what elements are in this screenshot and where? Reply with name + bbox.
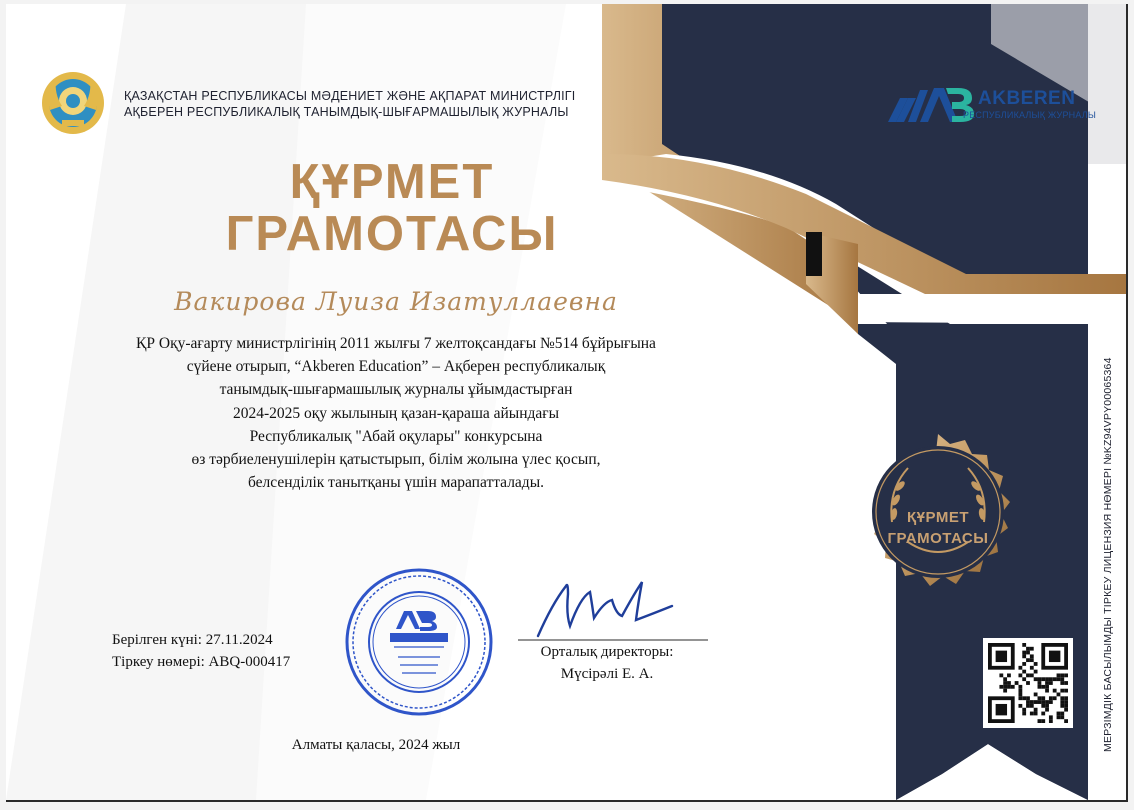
director-title: Орталық директоры: bbox=[540, 644, 674, 660]
award-text-line: сүйене отырып, “Akberen Education” – Ақберен республикалық bbox=[186, 358, 606, 376]
seal-text-line1: ҚҰРМЕТ bbox=[907, 509, 969, 526]
registration-number: Тіркеу нөмері: ABQ-000417 bbox=[112, 654, 291, 670]
recipient-name: Вакирова Луиза Изатуллаевна bbox=[174, 287, 618, 316]
award-text-line: 2024-2025 оқу жылының қазан-қараша айындағы bbox=[232, 404, 560, 422]
issue-date: Берілген күні: 27.11.2024 bbox=[112, 632, 273, 648]
certificate-sheet bbox=[6, 4, 1128, 802]
award-text-line: Республикалық "Абай оқулары" конкурсына bbox=[249, 427, 543, 445]
logo-name: AKBEREN bbox=[978, 88, 1076, 109]
ministry-header-line2: АҚБЕРЕН РЕСПУБЛИКАЛЫҚ ТАНЫМДЫҚ-ШЫҒАРМАШЫЛЫҚ ЖУРНАЛЫ bbox=[124, 105, 569, 119]
award-text-line: ҚР Оқу-ағарту министрлігінің 2011 жылғы 7 желтоқсандағы №514 бұйрығына bbox=[136, 335, 656, 352]
city-year: Алматы қаласы, 2024 жыл bbox=[291, 737, 461, 753]
kazakhstan-state-emblem-icon bbox=[40, 70, 106, 136]
license-number-vertical: МЕРЗІМДІК БАСЫЛЫМДЫ ТІРКЕУ ЛИЦЕНЗИЯ НӨМЕРІ №KZ94VPY00065364 bbox=[1102, 357, 1114, 752]
director-signature bbox=[512, 574, 712, 652]
ministry-header-line1: ҚАЗАҚСТАН РЕСПУБЛИКАСЫ МӘДЕНИЕТ ЖӘНЕ АҚПАРАТ МИНИСТРЛІГІ bbox=[124, 89, 576, 103]
ministry-header bbox=[124, 88, 575, 120]
certificate-title-line2: ГРАМОТАСЫ bbox=[225, 207, 559, 261]
director-name: Мүсірәлі Е. А. bbox=[560, 666, 654, 682]
award-text-line: өз тәрбиеленушілерін қатыстырып, білім жолына үлес қосып, bbox=[191, 451, 601, 469]
qr-code-icon bbox=[983, 638, 1073, 728]
award-text-line: танымдық-шығармашылық журналы ұйымдастырған bbox=[219, 381, 573, 399]
logo-subtitle: РЕСПУБЛИКАЛЫҚ ЖУРНАЛЫ bbox=[963, 110, 1097, 120]
official-round-stamp bbox=[344, 567, 494, 717]
award-text bbox=[88, 332, 704, 494]
award-text-line: белсенділік танытқаны үшін марапатталады. bbox=[248, 474, 544, 492]
certificate-title-line1: ҚҰРМЕТ bbox=[289, 155, 495, 209]
seal-text-line2: ГРАМОТАСЫ bbox=[887, 530, 989, 547]
